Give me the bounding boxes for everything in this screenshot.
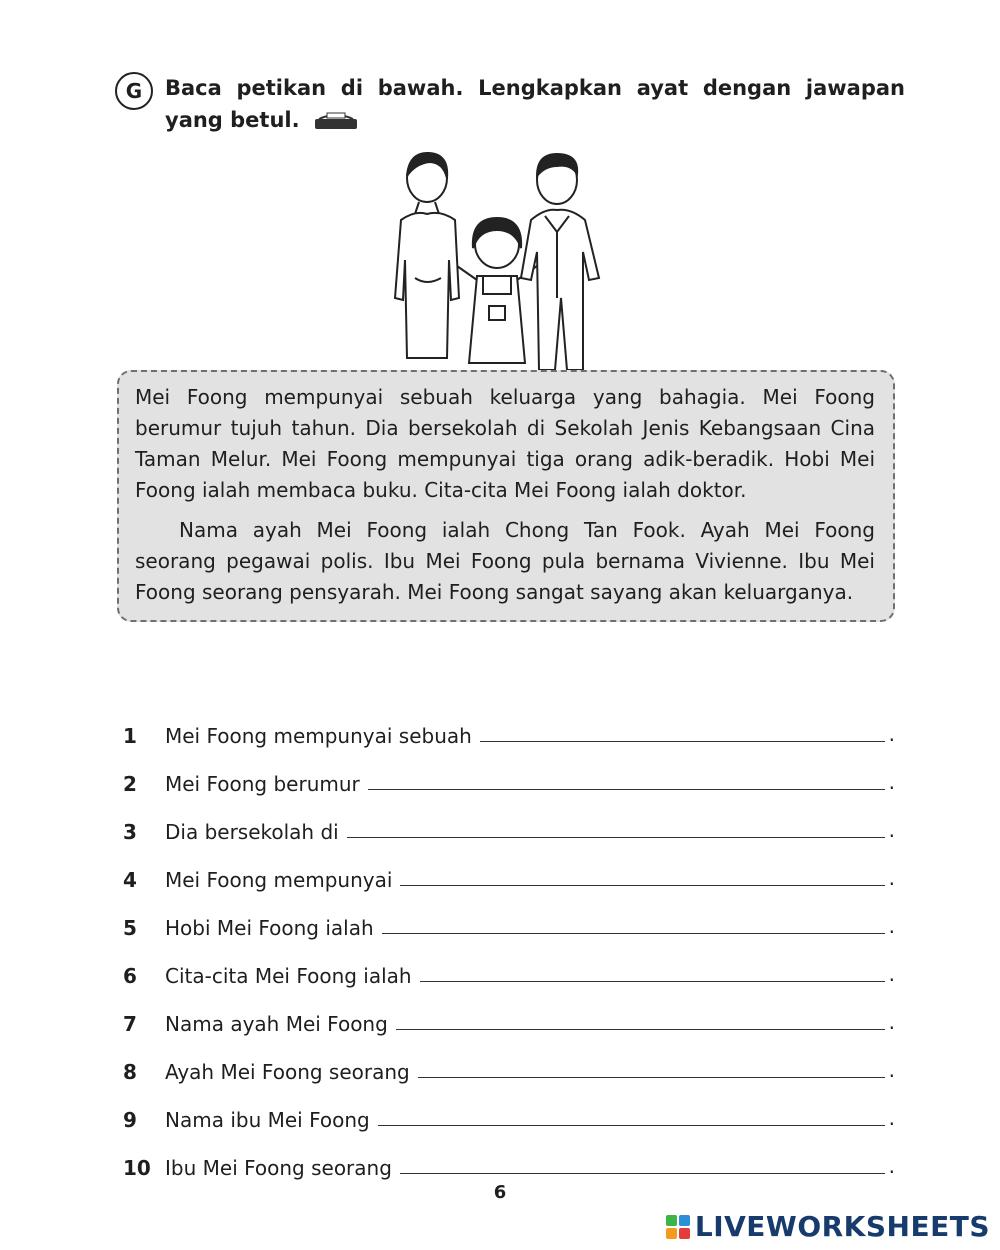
end-mark: . xyxy=(888,1010,895,1034)
end-mark: . xyxy=(888,1154,895,1178)
father-figure xyxy=(521,154,599,370)
mother-figure xyxy=(395,153,459,358)
question-row xyxy=(115,748,895,796)
answer-field[interactable] xyxy=(378,1124,885,1126)
logo-square-blue xyxy=(679,1215,690,1226)
book-icon xyxy=(313,111,359,131)
end-mark: . xyxy=(888,866,895,890)
question-row xyxy=(115,892,895,940)
passage-paragraph-1: Mei Foong mempunyai sebuah keluarga yang bahagia. Mei Foong berumur tujuh tahun. Dia bersekolah di Sekolah Jenis Kebangsaan Cina Taman Melur. Mei Foong mempunyai tiga orang adik-beradik. Hobi Mei Foong ialah membaca buku. Cita-cita Mei Foong ialah doktor. xyxy=(135,385,875,502)
question-row xyxy=(115,1132,895,1180)
question-number: 2 xyxy=(123,772,137,796)
question-text: Ibu Mei Foong seorang xyxy=(165,1156,392,1180)
question-number: 7 xyxy=(123,1012,137,1036)
question-text: Ayah Mei Foong seorang xyxy=(165,1060,410,1084)
end-mark: . xyxy=(888,1106,895,1130)
end-mark: . xyxy=(888,770,895,794)
question-text: Dia bersekolah di xyxy=(165,820,339,844)
question-text: Mei Foong mempunyai sebuah xyxy=(165,724,472,748)
question-number: 8 xyxy=(123,1060,137,1084)
question-row xyxy=(115,700,895,748)
answer-field[interactable] xyxy=(347,836,885,838)
question-number: 5 xyxy=(123,916,137,940)
end-mark: . xyxy=(888,1058,895,1082)
liveworksheets-brand[interactable] xyxy=(666,1210,990,1243)
question-row xyxy=(115,796,895,844)
logo-square-green xyxy=(666,1215,677,1226)
question-row xyxy=(115,844,895,892)
logo-square-red xyxy=(679,1228,690,1239)
question-text: Mei Foong berumur xyxy=(165,772,360,796)
question-number: 9 xyxy=(123,1108,137,1132)
reading-passage xyxy=(117,370,895,622)
family-illustration xyxy=(385,148,615,373)
section-badge: G xyxy=(115,72,153,110)
answer-field[interactable] xyxy=(400,1172,885,1174)
question-text: Nama ibu Mei Foong xyxy=(165,1108,370,1132)
instruction-text xyxy=(165,72,905,136)
question-text: Nama ayah Mei Foong xyxy=(165,1012,388,1036)
passage-paragraph-2: Nama ayah Mei Foong ialah Chong Tan Fook. Ayah Mei Foong seorang pegawai polis. Ibu Mei Foong pula bernama Vivienne. Ibu Mei Foong seorang pensyarah. Mei Foong sangat sayang akan keluarganya. xyxy=(135,518,875,604)
question-text: Mei Foong mempunyai xyxy=(165,868,393,892)
liveworksheets-logo-icon xyxy=(666,1215,690,1239)
answer-field[interactable] xyxy=(480,740,885,742)
end-mark: . xyxy=(888,818,895,842)
question-number: 10 xyxy=(123,1156,151,1180)
question-row xyxy=(115,1084,895,1132)
question-number: 4 xyxy=(123,868,137,892)
question-number: 1 xyxy=(123,724,137,748)
question-row xyxy=(115,940,895,988)
answer-field[interactable] xyxy=(368,788,885,790)
question-row xyxy=(115,1036,895,1084)
answer-field[interactable] xyxy=(420,980,885,982)
question-number: 3 xyxy=(123,820,137,844)
logo-square-orange xyxy=(666,1228,677,1239)
instruction-label: Baca petikan di bawah. Lengkapkan ayat dengan jawapan yang betul. xyxy=(165,76,905,132)
page-number: 6 xyxy=(493,1182,507,1203)
answer-field[interactable] xyxy=(400,884,884,886)
answer-field[interactable] xyxy=(396,1028,885,1030)
brand-name: LIVEWORKSHEETS xyxy=(694,1210,990,1243)
answer-field[interactable] xyxy=(382,932,885,934)
question-text: Hobi Mei Foong ialah xyxy=(165,916,374,940)
question-text: Cita-cita Mei Foong ialah xyxy=(165,964,412,988)
exercise-header xyxy=(115,72,915,136)
answer-field[interactable] xyxy=(418,1076,885,1078)
end-mark: . xyxy=(888,722,895,746)
question-number: 6 xyxy=(123,964,137,988)
end-mark: . xyxy=(888,962,895,986)
question-row xyxy=(115,988,895,1036)
question-list xyxy=(115,700,895,1180)
girl-figure xyxy=(457,218,537,363)
end-mark: . xyxy=(888,914,895,938)
